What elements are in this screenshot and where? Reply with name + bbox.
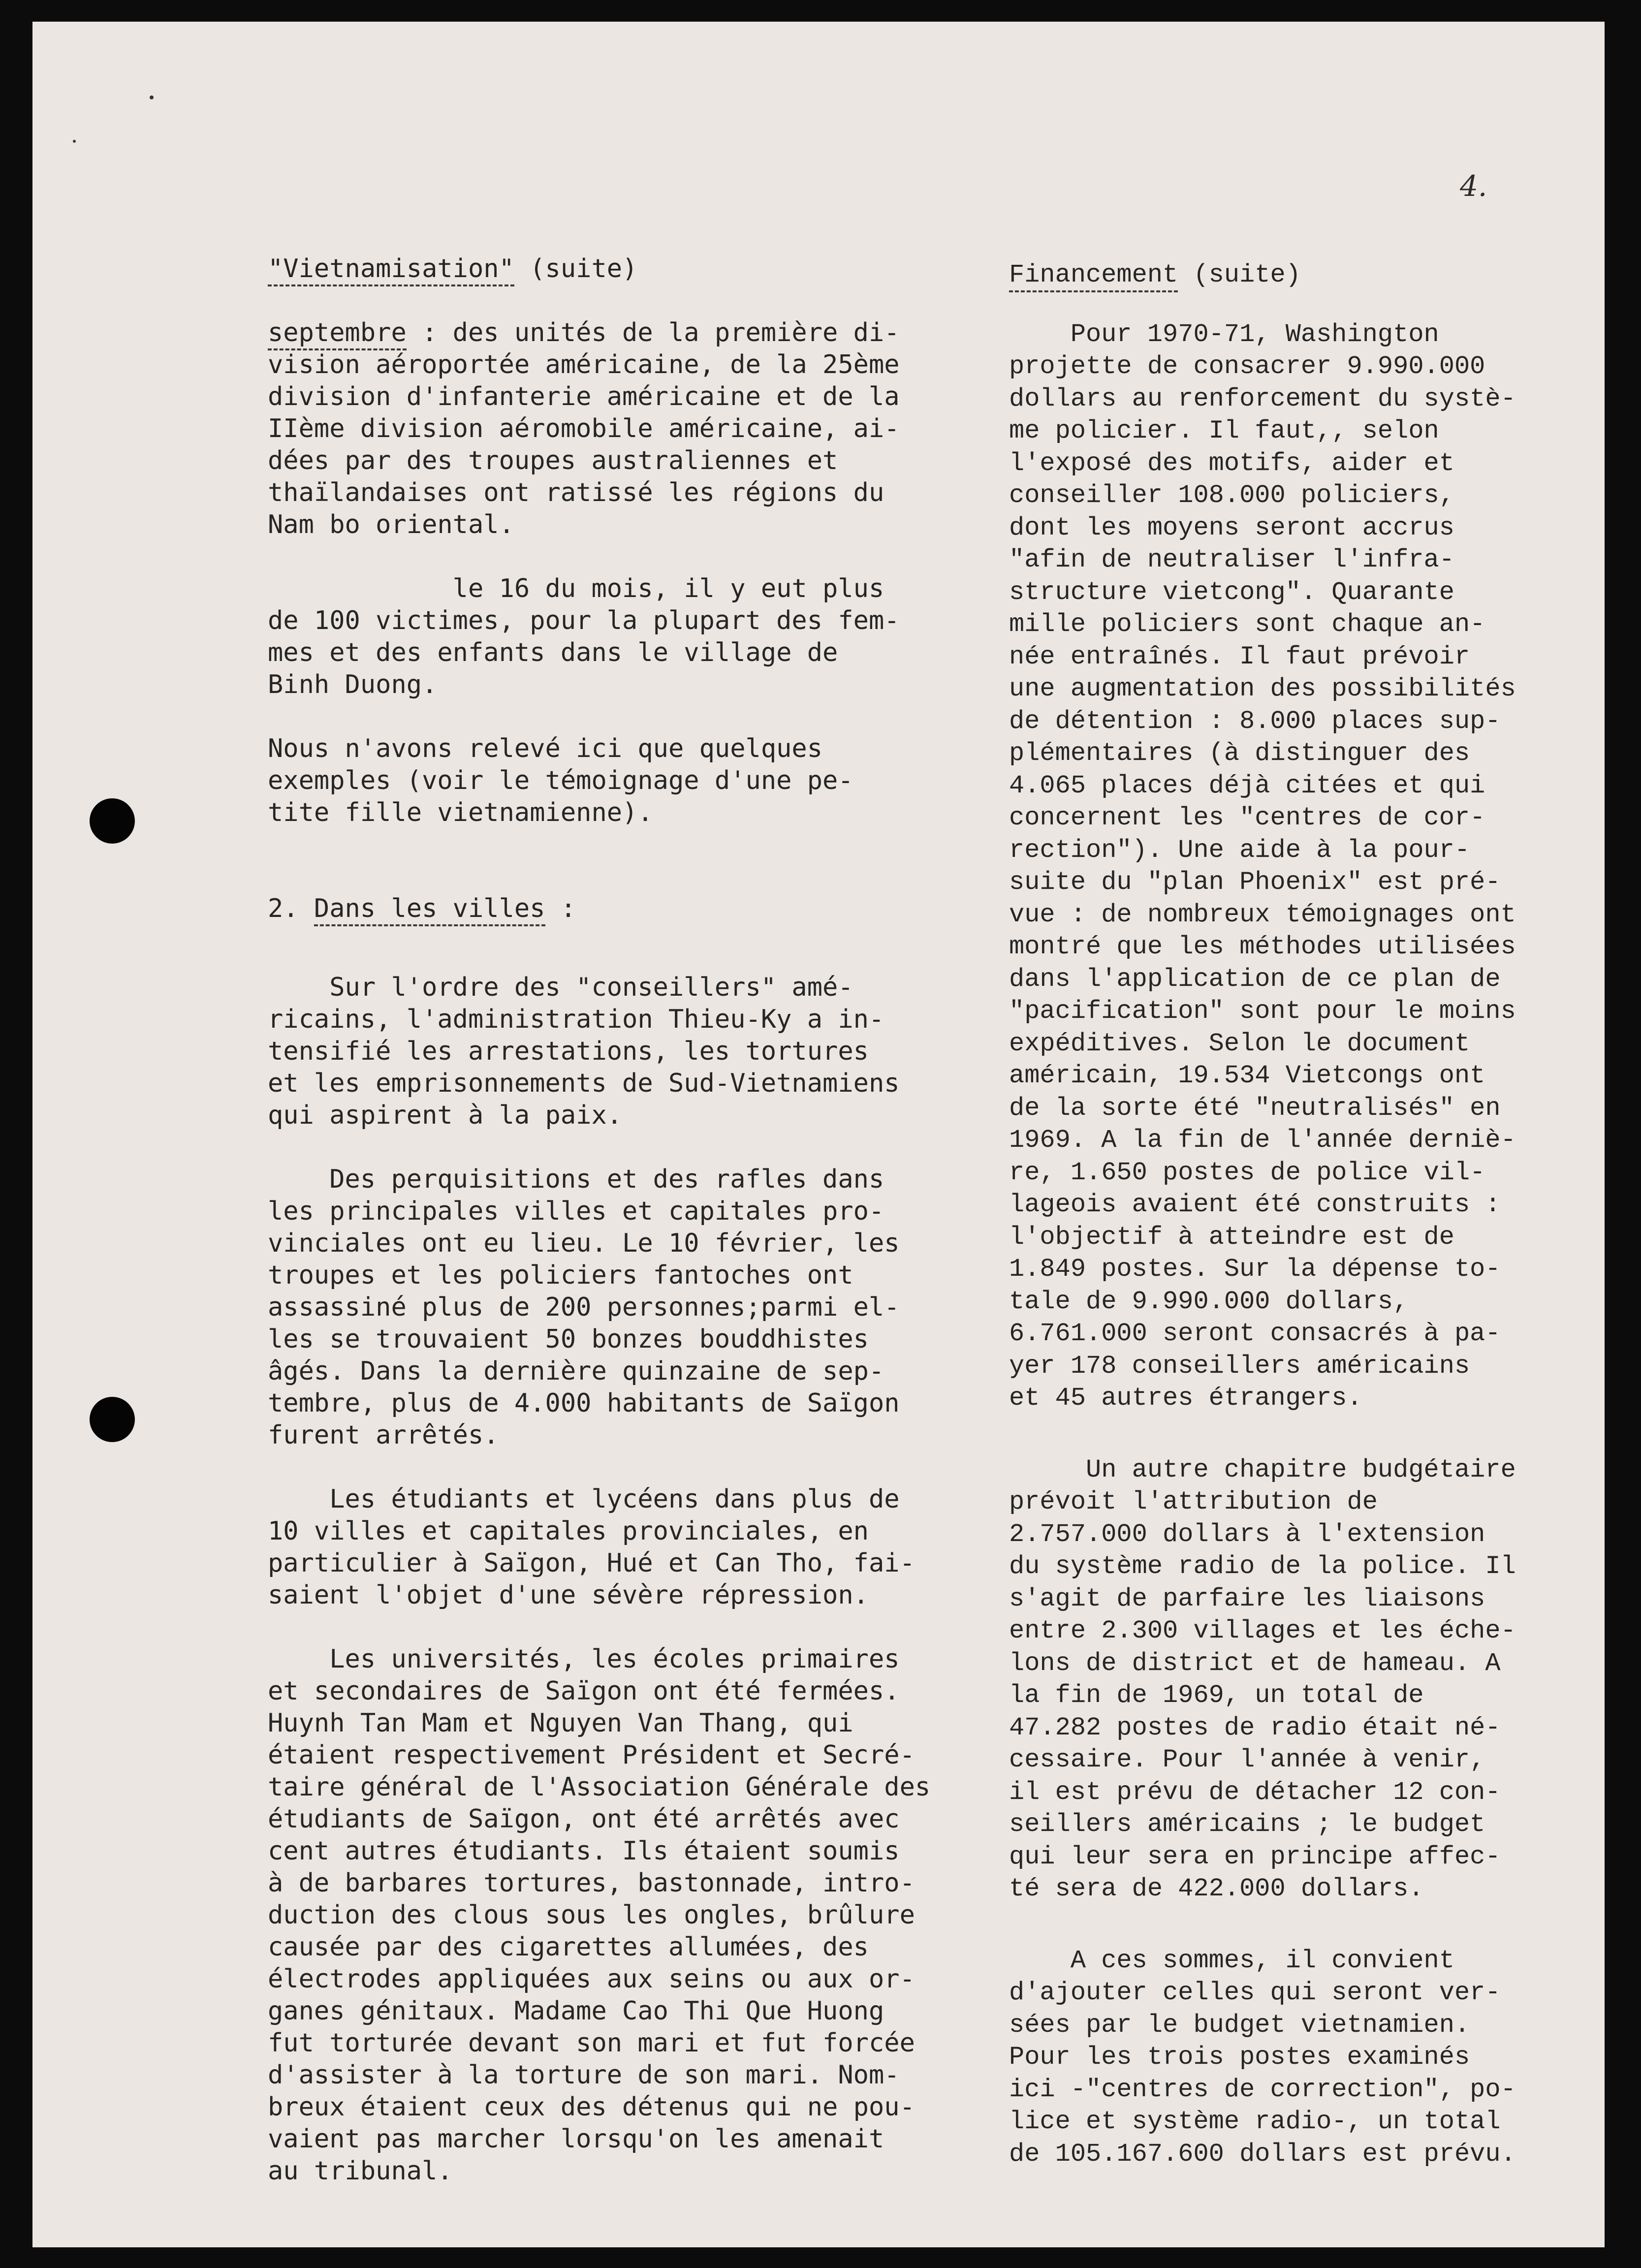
- document-page: [32, 22, 1605, 2247]
- text-line: exemples (voir le témoignage d'une pe-: [268, 766, 853, 795]
- text-line: de 100 victimes, pour la plupart des fem-: [268, 606, 900, 635]
- right-column: [1009, 259, 1575, 2170]
- text-line: suite du "plan Phoenix" est pré-: [1009, 868, 1501, 897]
- text-line: vaient pas marcher lorsqu'on les amenait: [268, 2124, 884, 2154]
- text-line: étudiants de Saïgon, ont été arrêtés avec: [268, 1804, 900, 1834]
- text-line: tensifié les arrestations, les tortures: [268, 1037, 869, 1066]
- text-line: Huynh Tan Mam et Nguyen Van Thang, qui: [268, 1708, 853, 1738]
- paragraph-perquisitions: [268, 1164, 991, 1451]
- text-line: Les étudiants et lycéens dans plus de: [268, 1484, 900, 1514]
- heading-suffix: (suite): [514, 254, 638, 284]
- text-line: prévoit l'attribution de: [1009, 1487, 1378, 1516]
- text-line: [268, 317, 991, 349]
- text-line: sées par le budget vietnamien.: [1009, 2010, 1470, 2040]
- text-line: l'exposé des motifs, aider et: [1009, 448, 1454, 478]
- text-line: les se trouvaient 50 bonzes bouddhistes: [268, 1324, 869, 1354]
- text-line: division d'infanterie américaine et de la: [268, 382, 900, 411]
- text-fragment: : des unités de la première di-: [406, 318, 900, 347]
- text-line: conseiller 108.000 policiers,: [1009, 481, 1454, 510]
- text-line: Pour 1970-71, Washington: [1009, 319, 1439, 349]
- heading-underlined: Financement: [1009, 260, 1178, 292]
- text-line: "pacification" sont pour le moins: [1009, 997, 1516, 1026]
- punch-hole-upper: [90, 798, 135, 844]
- text-line: structure vietcong". Quarante: [1009, 577, 1454, 607]
- left-column: [268, 253, 991, 2187]
- text-line: la fin de 1969, un total de: [1009, 1681, 1424, 1710]
- text-line: plémentaires (à distinguer des: [1009, 739, 1470, 768]
- punch-hole-lower: [90, 1397, 135, 1442]
- text-line: yer 178 conseillers américains: [1009, 1351, 1470, 1381]
- text-line: d'assister à la torture de son mari. Nom-: [268, 2060, 900, 2090]
- text-line: Un autre chapitre budgétaire: [1009, 1455, 1516, 1484]
- text-line: seillers américains ; le budget: [1009, 1810, 1485, 1839]
- text-line: ricains, l'administration Thieu-Ky a in-: [268, 1005, 884, 1034]
- text-line: 47.282 postes de radio était né-: [1009, 1713, 1501, 1742]
- text-line: étaient respectivement Président et Secré-: [268, 1740, 915, 1770]
- text-line: assassiné plus de 200 personnes;parmi el-: [268, 1292, 900, 1322]
- text-line: qui leur sera en principe affec-: [1009, 1842, 1501, 1871]
- text-line: de 105.167.600 dollars est prévu.: [1009, 2139, 1516, 2169]
- text-line: vue : de nombreux témoignages ont: [1009, 900, 1516, 929]
- section-suffix: :: [545, 894, 576, 923]
- text-line: à de barbares tortures, bastonnade, intro-: [268, 1868, 915, 1898]
- text-line: taire général de l'Association Générale des: [268, 1772, 931, 1802]
- text-line: Binh Duong.: [268, 670, 438, 699]
- text-line: Nam bo oriental.: [268, 510, 514, 539]
- text-line: "afin de neutraliser l'infra-: [1009, 545, 1454, 574]
- page-number: 4.: [1460, 169, 1487, 203]
- text-line: les principales villes et capitales pro-: [268, 1197, 884, 1226]
- paper-speck: [73, 140, 76, 143]
- text-line: mille policiers sont chaque an-: [1009, 610, 1485, 639]
- text-line: tite fille vietnamienne).: [268, 798, 653, 827]
- text-line: me policier. Il faut,, selon: [1009, 416, 1439, 445]
- text-line: fut torturée devant son mari et fut forcée: [268, 2028, 915, 2058]
- underlined-word: septembre: [268, 318, 407, 350]
- text-line: entre 2.300 villages et les éche-: [1009, 1616, 1516, 1645]
- text-line: vinciales ont eu lieu. Le 10 février, les: [268, 1228, 900, 1258]
- text-line: Nous n'avons relevé ici que quelques: [268, 734, 823, 763]
- heading-underlined: "Vietnamisation": [268, 254, 514, 286]
- text-line: Sur l'ordre des "conseillers" amé-: [268, 973, 853, 1002]
- text-line: expéditives. Selon le document: [1009, 1029, 1470, 1058]
- text-line: dans l'application de ce plan de: [1009, 964, 1501, 994]
- text-line: s'agit de parfaire les liaisons: [1009, 1584, 1485, 1613]
- text-line: 2.757.000 dollars à l'extension: [1009, 1519, 1485, 1549]
- text-line: Pour les trois postes examinés: [1009, 2043, 1470, 2072]
- text-line: de la sorte été "neutralisés" en: [1009, 1093, 1501, 1123]
- paragraph-septembre: [268, 317, 991, 541]
- text-line: particulier à Saïgon, Hué et Can Tho, fai-: [268, 1548, 915, 1578]
- text-line: ici -"centres de correction", po-: [1009, 2075, 1516, 2104]
- text-line: breux étaient ceux des détenus qui ne pou-: [268, 2092, 915, 2122]
- text-line: furent arrêtés.: [268, 1420, 499, 1450]
- text-line: 1969. A la fin de l'année derniè-: [1009, 1126, 1516, 1155]
- text-line: de détention : 8.000 places sup-: [1009, 706, 1501, 736]
- section-title: Dans les villes: [314, 894, 545, 926]
- text-line: re, 1.650 postes de police vil-: [1009, 1158, 1485, 1187]
- text-line: d'ajouter celles qui seront ver-: [1009, 1978, 1501, 2007]
- text-line: 10 villes et capitales provinciales, en: [268, 1516, 869, 1546]
- text-line: lons de district et de hameau. A: [1009, 1648, 1501, 1678]
- text-line: dollars au renforcement du systè-: [1009, 384, 1516, 413]
- text-line: thaïlandaises ont ratissé les régions du: [268, 478, 884, 507]
- paragraph-washington: [1009, 318, 1575, 1415]
- text-line: une augmentation des possibilités: [1009, 674, 1516, 703]
- text-line: l'objectif à atteindre est de: [1009, 1222, 1454, 1252]
- paragraph-etudiants: [268, 1483, 991, 1611]
- paragraph-universites: [268, 1643, 991, 2187]
- heading-suffix: (suite): [1178, 260, 1301, 289]
- text-line: causée par des cigarettes allumées, des: [268, 1932, 869, 1962]
- text-line: A ces sommes, il convient: [1009, 1946, 1454, 1975]
- section-heading-villes: [268, 893, 991, 925]
- text-line: tembre, plus de 4.000 habitants de Saïgon: [268, 1388, 900, 1418]
- text-line: té sera de 422.000 dollars.: [1009, 1874, 1424, 1903]
- text-line: saient l'objet d'une sévère répression.: [268, 1580, 869, 1610]
- text-line: concernent les "centres de cor-: [1009, 803, 1485, 832]
- text-line: il est prévu de détacher 12 con-: [1009, 1777, 1501, 1807]
- text-line: 1.849 postes. Sur la dépense to-: [1009, 1255, 1501, 1284]
- right-heading: [1009, 259, 1575, 291]
- text-line: 6.761.000 seront consacrés à pa-: [1009, 1319, 1501, 1348]
- text-line: projette de consacrer 9.990.000: [1009, 352, 1485, 381]
- text-line: du système radio de la police. Il: [1009, 1552, 1516, 1581]
- text-line: née entraînés. Il faut prévoir: [1009, 642, 1470, 671]
- text-line: troupes et les policiers fantoches ont: [268, 1260, 853, 1290]
- text-line: IIème division aéromobile américaine, ai-: [268, 414, 900, 443]
- text-line: vision aéroportée américaine, de la 25ème: [268, 350, 900, 379]
- text-line: Des perquisitions et des rafles dans: [268, 1165, 884, 1194]
- text-line: et 45 autres étrangers.: [1009, 1384, 1362, 1413]
- text-line: cent autres étudiants. Ils étaient soumis: [268, 1836, 900, 1866]
- text-line: le 16 du mois, il y eut plus: [268, 574, 884, 603]
- text-line: rection"). Une aide à la pour-: [1009, 835, 1470, 865]
- paragraph-ordre: [268, 972, 991, 1132]
- section-number: 2.: [268, 894, 314, 923]
- text-line: tale de 9.990.000 dollars,: [1009, 1287, 1409, 1316]
- paragraph-chapitre: [1009, 1454, 1575, 1905]
- text-line: lageois avaient été construits :: [1009, 1190, 1501, 1219]
- text-line: montré que les méthodes utilisées: [1009, 932, 1516, 961]
- text-line: duction des clous sous les ongles, brûlure: [268, 1900, 915, 1930]
- text-line: mes et des enfants dans le village de: [268, 638, 838, 667]
- text-line: et les emprisonnements de Sud-Vietnamiens: [268, 1069, 900, 1098]
- text-line: cessaire. Pour l'année à venir,: [1009, 1745, 1485, 1774]
- text-line: dées par des troupes australiennes et: [268, 446, 838, 475]
- text-line: 4.065 places déjà citées et qui: [1009, 771, 1485, 800]
- text-line: lice et système radio-, un total: [1009, 2107, 1501, 2136]
- text-line: américain, 19.534 Vietcongs ont: [1009, 1061, 1485, 1090]
- text-line: au tribunal.: [268, 2156, 453, 2186]
- text-line: âgés. Dans la dernière quinzaine de sep-: [268, 1356, 884, 1386]
- text-line: Les universités, les écoles primaires: [268, 1644, 900, 1674]
- text-line: qui aspirent à la paix.: [268, 1101, 623, 1130]
- text-line: électrodes appliquées aux seins ou aux or-: [268, 1964, 915, 1994]
- paragraph-sommes: [1009, 1945, 1575, 2171]
- paragraph-exemples: [268, 733, 991, 829]
- text-line: ganes génitaux. Madame Cao Thi Que Huong: [268, 1996, 884, 2026]
- paragraph-16-du-mois: [268, 573, 991, 701]
- text-line: dont les moyens seront accrus: [1009, 513, 1454, 542]
- left-heading: [268, 253, 991, 285]
- paper-speck: [150, 95, 154, 99]
- text-line: et secondaires de Saïgon ont été fermées.: [268, 1676, 900, 1706]
